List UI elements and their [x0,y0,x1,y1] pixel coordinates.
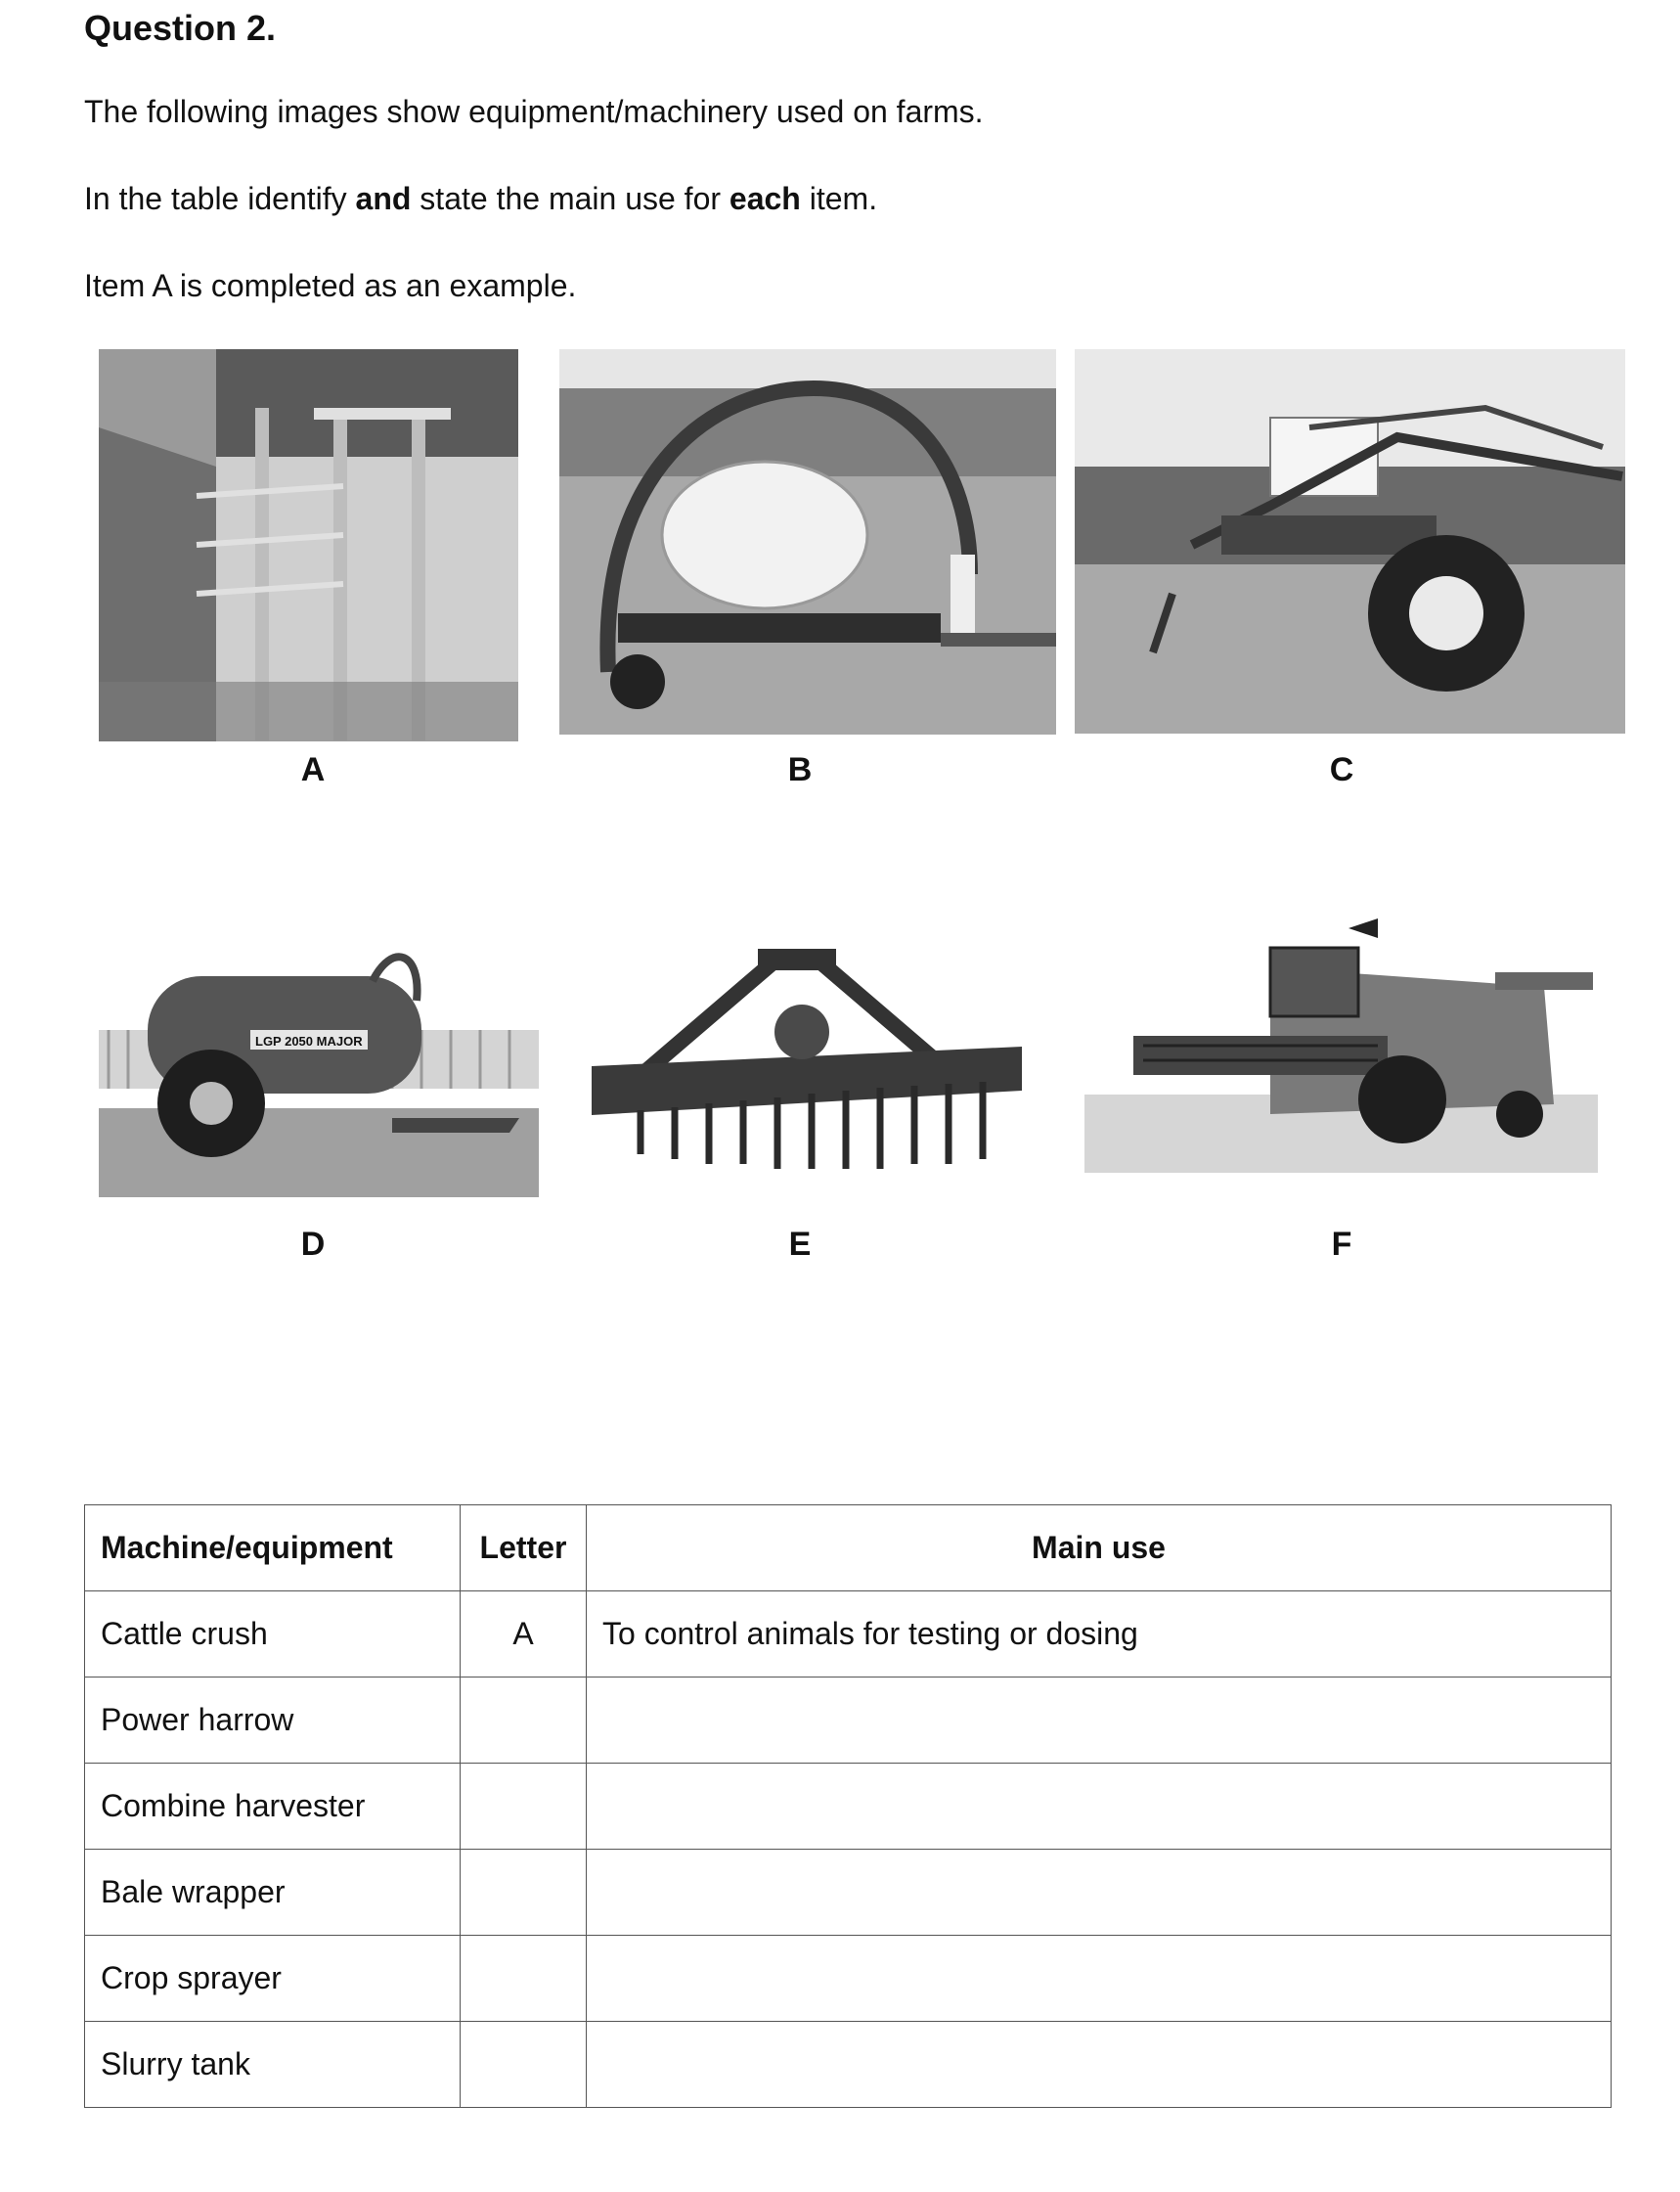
instruction-part3: item. [800,181,878,216]
table-row [85,1850,1612,1936]
label-d: D [300,1226,326,1263]
machine-cell: Power harrow [85,1678,461,1764]
combine-harvester-photo [1084,879,1598,1173]
question-title: Question 2. [84,8,277,48]
label-e: E [788,1226,812,1263]
power-harrow-photo [582,919,1032,1198]
table-row [85,1678,1612,1764]
main-use-cell[interactable] [587,1678,1612,1764]
crop-sprayer-photo [1075,349,1625,734]
header-letter: Letter [461,1505,587,1591]
main-use-cell[interactable] [587,1764,1612,1850]
letter-cell[interactable] [461,2022,587,2108]
header-main-use: Main use [587,1505,1612,1591]
cattle-crush-photo [99,349,518,741]
letter-cell[interactable]: A [461,1591,587,1678]
intro-text: The following images show equipment/machinery used on farms. [84,94,984,129]
main-use-cell[interactable]: To control animals for testing or dosing [587,1591,1612,1678]
label-f: F [1331,1226,1352,1263]
letter-cell[interactable] [461,1936,587,2022]
table-row [85,1591,1612,1678]
instruction-bold1: and [355,181,412,216]
main-use-cell[interactable] [587,1850,1612,1936]
machine-cell: Crop sprayer [85,1936,461,2022]
letter-cell[interactable] [461,1764,587,1850]
instruction-bold2: each [729,181,801,216]
table-header-row [85,1505,1612,1591]
header-machine: Machine/equipment [85,1505,461,1591]
machine-cell: Bale wrapper [85,1850,461,1936]
instruction-text [84,181,877,217]
bale-wrapper-photo [559,349,1056,735]
label-a: A [300,751,326,788]
instruction-part1: In the table identify [84,181,356,216]
table-row [85,1936,1612,2022]
label-c: C [1329,751,1354,788]
label-b: B [787,751,813,788]
table-row [85,2022,1612,2108]
machine-cell: Slurry tank [85,2022,461,2108]
letter-cell[interactable] [461,1678,587,1764]
letter-cell[interactable] [461,1850,587,1936]
slurry-tank-photo [99,922,539,1197]
machine-cell: Cattle crush [85,1591,461,1678]
answer-table [84,1504,1612,2108]
example-note: Item A is completed as an example. [84,268,577,303]
instruction-part2: state the main use for [411,181,729,216]
tank-text: LGP 2050 MAJOR [255,1034,363,1049]
table-row [85,1764,1612,1850]
main-use-cell[interactable] [587,2022,1612,2108]
main-use-cell[interactable] [587,1936,1612,2022]
machine-cell: Combine harvester [85,1764,461,1850]
